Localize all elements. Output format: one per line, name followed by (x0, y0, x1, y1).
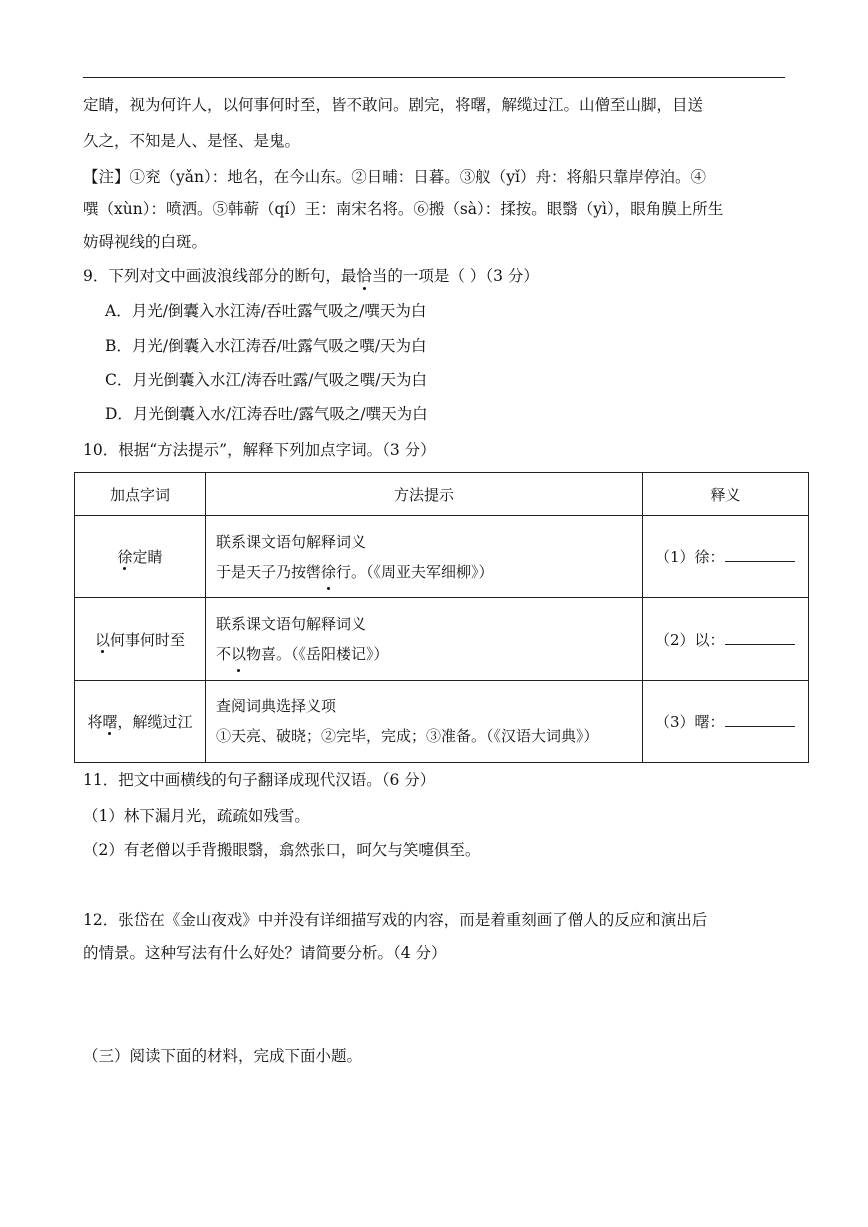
note-line-3: 妨碍视线的白斑。 (83, 233, 208, 251)
q12-line-1: 12．张岱在《金山夜戏》中并没有详细描写戏的内容，而是着重刻画了僧人的反应和演出后 (83, 911, 708, 929)
header-rule (83, 77, 785, 78)
q11-item-2: （2）有老僧以手背搬眼翳，翕然张口，呵欠与笑嚏俱至。 (83, 841, 481, 859)
table-header-row (75, 473, 809, 516)
method-hint: 查阅词典选择义项 ①天亮、破晓；②完毕，完成；③准备。（《汉语大词典》） (206, 680, 643, 762)
q10-stem: 10．根据“方法提示”，解释下列加点字词。（3 分） (83, 441, 436, 459)
emphasis-dot-char: 恰 (356, 267, 372, 285)
answer-blank[interactable] (725, 630, 795, 645)
header-hint: 方法提示 (206, 473, 643, 516)
q9-option-c: C．月光倒囊入水江/涛吞吐露/气吸之噀/天为白 (105, 371, 428, 389)
dotted-word: 将曙，解缆过江 (75, 680, 206, 762)
method-hint: 联系课文语句解释词义 不以物喜。（《岳阳楼记》） (206, 598, 643, 680)
header-word: 加点字词 (75, 473, 206, 516)
dotted-word: 以何事何时至 (75, 598, 206, 680)
q9-stem: 9．下列对文中画波浪线部分的断句，最恰当的一项是（ ）（3 分） (83, 267, 539, 285)
q9-option-b: B．月光/倒囊入水江涛吞/吐露气吸之噀/天为白 (105, 337, 427, 355)
passage-line-2: 久之，不知是人、是怪、是鬼。 (83, 132, 301, 150)
answer-cell: （3）曙： (643, 680, 809, 762)
table-row (75, 598, 809, 680)
answer-blank[interactable] (725, 712, 795, 727)
q9-option-d: D．月光倒囊入水/江涛吞吐/露气吸之/噀天为白 (105, 405, 428, 423)
method-hint: 联系课文语句解释词义 于是天子乃按辔徐行。（《周亚夫军细柳》） (206, 516, 643, 598)
passage-line-1: 定睛，视为何许人，以何事何时至，皆不敢问。剧完，将曙，解缆过江。山僧至山脚，目送 (83, 96, 704, 114)
table-row (75, 516, 809, 598)
q12-line-2: 的情景。这种写法有什么好处？请简要分析。（4 分） (83, 944, 447, 962)
header-meaning: 释义 (643, 473, 809, 516)
table-row (75, 680, 809, 762)
q11-item-1: （1）林下漏月光，疏疏如残雪。 (83, 807, 310, 825)
note-line-1: 【注】①兖（yǎn）：地名，在今山东。②日晡：日暮。③舣（yǐ）舟：将船只靠岸停泊。④ (83, 168, 706, 186)
answer-cell: （2）以： (643, 598, 809, 680)
answer-cell: （1）徐： (643, 516, 809, 598)
method-hint-table (74, 472, 809, 763)
answer-blank[interactable] (725, 547, 795, 562)
section-3-heading: （三）阅读下面的材料，完成下面小题。 (83, 1047, 363, 1065)
note-line-2: 噀（xùn）：喷洒。⑤韩蕲（qí）王：南宋名将。⑥搬（sà）：揉按。眼翳（yì），眼角膜上所生 (83, 200, 724, 218)
q9-option-a: A．月光/倒囊入水江涛/吞吐露气吸之/噀天为白 (105, 302, 427, 320)
q11-stem: 11．把文中画横线的句子翻译成现代汉语。（6 分） (83, 771, 436, 789)
dotted-word: 徐定睛 (75, 516, 206, 598)
